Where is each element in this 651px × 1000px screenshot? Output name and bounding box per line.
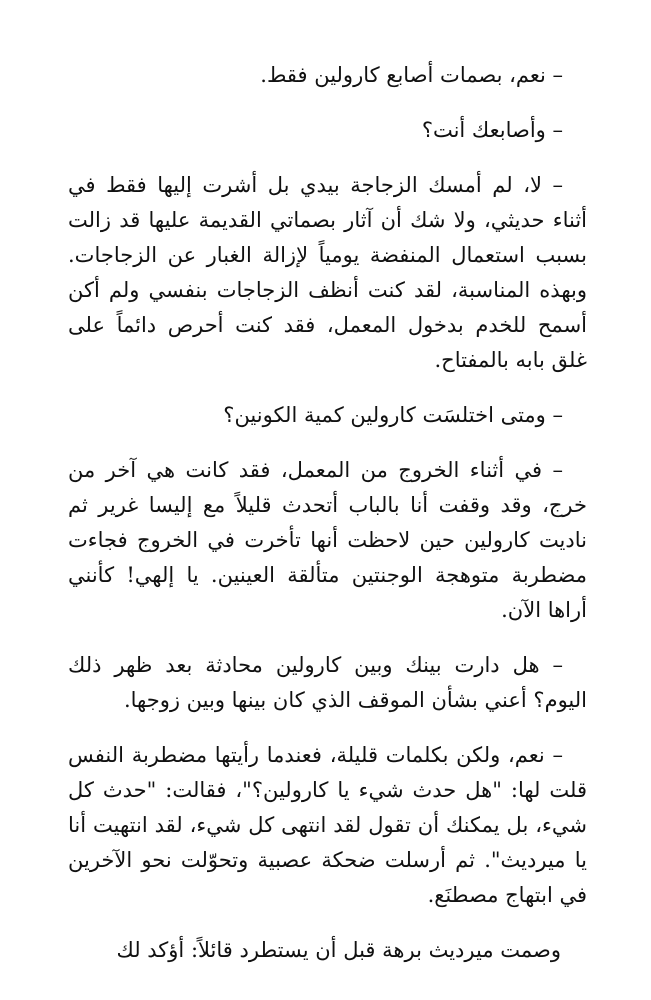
paragraph: – في أثناء الخروج من المعمل، فقد كانت هي آخر من خرج، وقد وقفت أنا بالباب أتحدث قليلاً مع إليسا غرير ثم ناديت كارولين حين لاحظت أنها تأخرت في الخروج فجاءت مضطربة متوهجة الوجنتين متألقة العينين. يا إلهي! كأنني أراها الآن. <box>68 458 587 622</box>
paragraph: وصمت ميرديث برهة قبل أن يستطرد قائلاً: أؤكد لك <box>116 938 561 962</box>
paragraph: – ومتى اختلسَت كارولين كمية الكونين؟ <box>223 403 563 427</box>
paragraph: – نعم، بصمات أصابع كارولين فقط. <box>260 63 563 87</box>
paragraph: – هل دارت بينك وبين كارولين محادثة بعد ظهر ذلك اليوم؟ أعني بشأن الموقف الذي كان بينها وبين زوجها. <box>68 653 587 712</box>
paragraph: – لا، لم أمسك الزجاجة بيدي بل أشرت إليها فقط في أثناء حديثي، ولا شك أن آثار بصماتي القديمة عليها قد زالت بسبب استعمال المنفضة يومياً لإزالة الغبار عن الزجاجات. وبهذه المناسبة، لقد كنت أنظف الزجاجات بنفسي ولم أكن أسمح للخدم بدخول المعمل، فقد كنت أحرص دائماً على غلق بابه بالمفتاح. <box>68 173 587 372</box>
paragraph: – نعم، ولكن بكلمات قليلة، فعندما رأيتها مضطربة النفس قلت لها: "هل حدث شيء يا كارولين؟"، فقالت: "حدث كل شيء، بل يمكنك أن تقول لقد انتهى كل شيء، لقد انتهيت أنا يا ميرديث". ثم أرسلت ضحكة عصبية وتحوّلت نحو الآخرين في ابتهاج مصطنَع. <box>68 743 587 907</box>
paragraph: – وأصابعك أنت؟ <box>421 118 563 142</box>
